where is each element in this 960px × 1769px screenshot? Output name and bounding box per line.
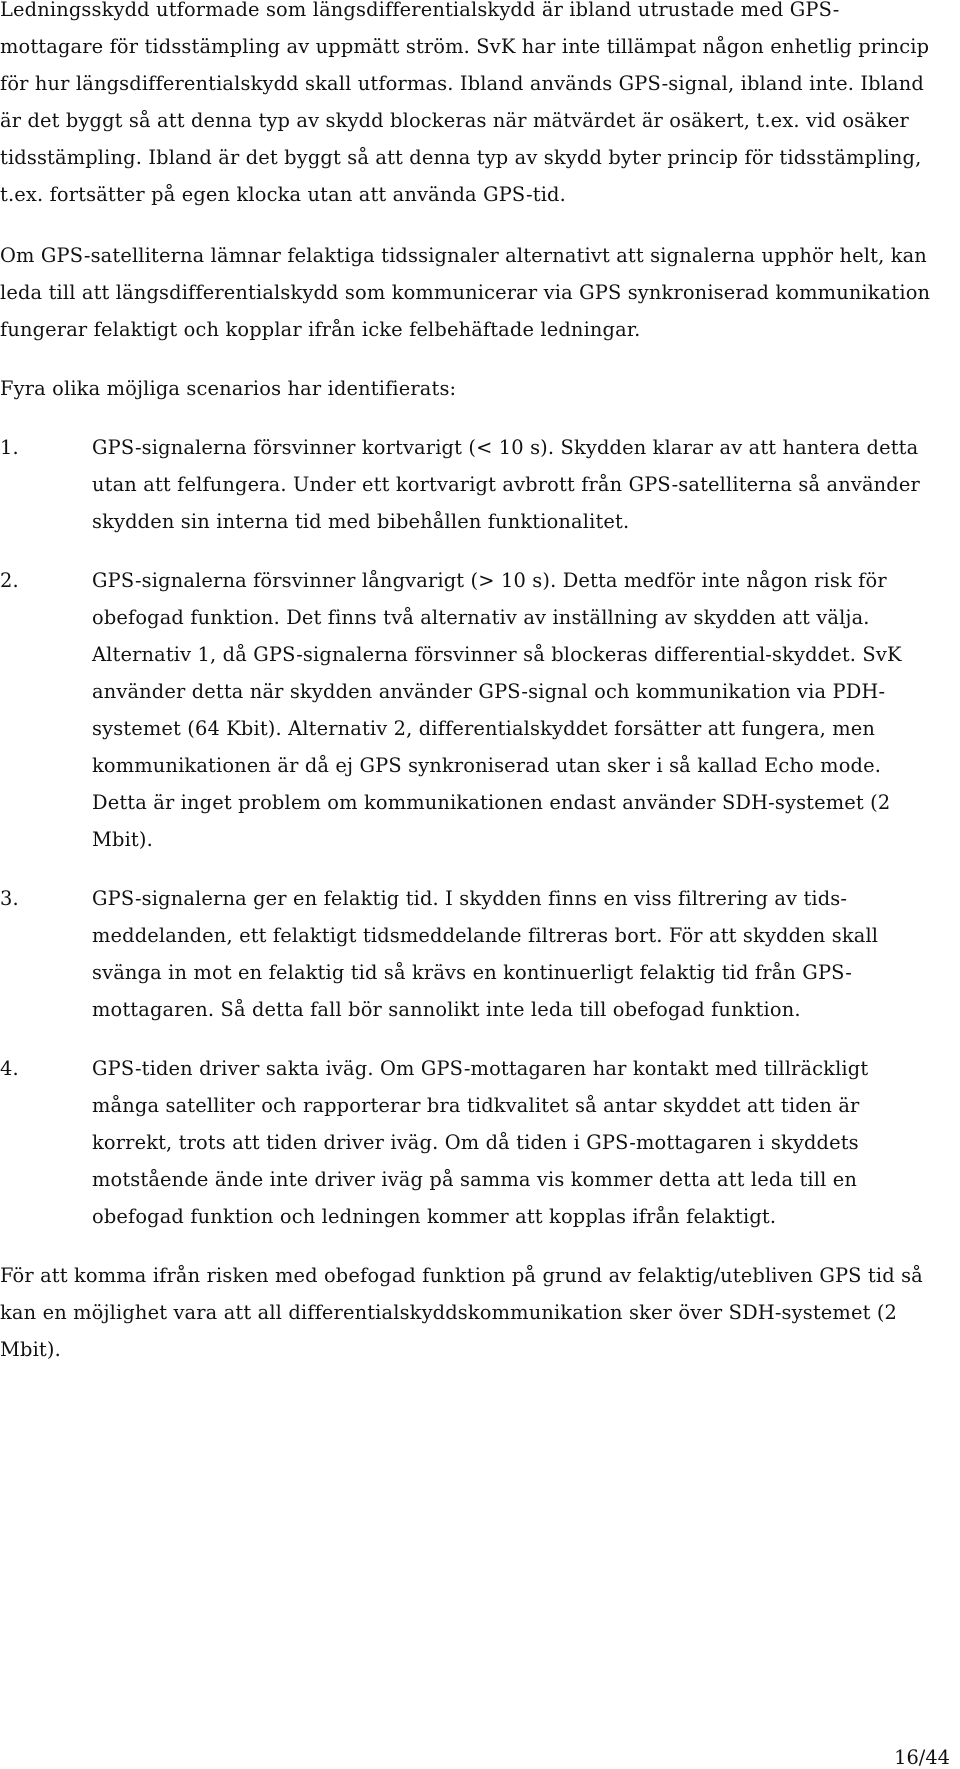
page-number: 16/44: [894, 1746, 950, 1769]
list-item-number: 4.: [0, 1057, 19, 1080]
list-item: [0, 429, 935, 540]
list-item-text: GPS-signalerna försvinner kortvarigt (< 10 s). Skydden klarar av att hantera detta utan att felfungera. Under ett kortvarigt avbrott från GPS-satelliterna så använder skydden sin interna tid med bibehållen funktionalitet.: [92, 436, 920, 533]
list-item: [0, 562, 935, 858]
list-item-text: GPS-signalerna försvinner långvarigt (> 10 s). Detta medför inte någon risk för obefogad funktion. Det finns två alternativ av inställning av skydden att välja. Alternativ 1, då GPS-signalerna försvinner så blockeras differential-skyddet. SvK använder detta när skydden använder GPS-signal och kommunikation via PDH-systemet (64 Kbit). Alternativ 2, differentialskyddet forsätter att fungera, men kommunikationen är då ej GPS synkroniserad utan sker i så kallad Echo mode. Detta är inget problem om kommunikationen endast använder SDH-systemet (2 Mbit).: [92, 569, 902, 851]
scenario-list: [0, 429, 935, 1235]
list-item-number: 3.: [0, 887, 19, 910]
list-item-number: 2.: [0, 569, 19, 592]
list-item: [0, 1050, 935, 1235]
paragraph-conclusion: För att komma ifrån risken med obefogad funktion på grund av felaktig/utebliven GPS tid så kan en möjlighet vara att all differentialskyddskommunikation sker över SDH-systemet (2 Mbit).: [0, 1264, 923, 1361]
list-item-number: 1.: [0, 436, 19, 459]
paragraph-gps-receivers: Ledningsskydd utformade som längsdifferentialskydd är ibland utrustade med GPS-mottagare för tidsstämpling av uppmätt ström. SvK har inte tillämpat någon enhetlig princip för hur längsdifferentialskydd skall utformas. Ibland används GPS-signal, ibland inte. Ibland är det byggt så att denna typ av skydd blockeras när mätvärdet är osäkert, t.ex. vid osäker tidsstämpling. Ibland är det byggt så att denna typ av skydd byter princip för tidsstämpling, t.ex. fortsätter på egen klocka utan att använda GPS-tid.: [0, 0, 930, 206]
list-item-text: GPS-tiden driver sakta iväg. Om GPS-mottagaren har kontakt med tillräckligt många satelliter och rapporterar bra tidkvalitet så antar skyddet att tiden är korrekt, trots att tiden driver iväg. Om då tiden i GPS-mottagaren i skyddets motstående ände inte driver iväg på samma vis kommer detta att leda till en obefogad funktion och ledningen kommer att kopplas ifrån felaktigt.: [92, 1057, 869, 1228]
list-item: [0, 880, 935, 1028]
list-item-text: GPS-signalerna ger en felaktig tid. I skydden finns en viss filtrering av tids-meddelanden, ett felaktigt tidsmeddelande filtreras bort. För att skydden skall svänga in mot en felaktig tid så krävs en kontinuerligt felaktig tid från GPS-mottagaren. Så detta fall bör sannolikt inte leda till obefogad funktion.: [92, 887, 879, 1021]
paragraph-faulty-signals: Om GPS-satelliterna lämnar felaktiga tidssignaler alternativt att signalerna upphör helt, kan leda till att längsdifferentialskydd som kommunicerar via GPS synkroniserad kommunikation fungerar felaktigt och kopplar ifrån icke felbehäftade ledningar.: [0, 244, 931, 341]
paragraph-scenarios-intro: Fyra olika möjliga scenarios har identifierats:: [0, 377, 457, 400]
